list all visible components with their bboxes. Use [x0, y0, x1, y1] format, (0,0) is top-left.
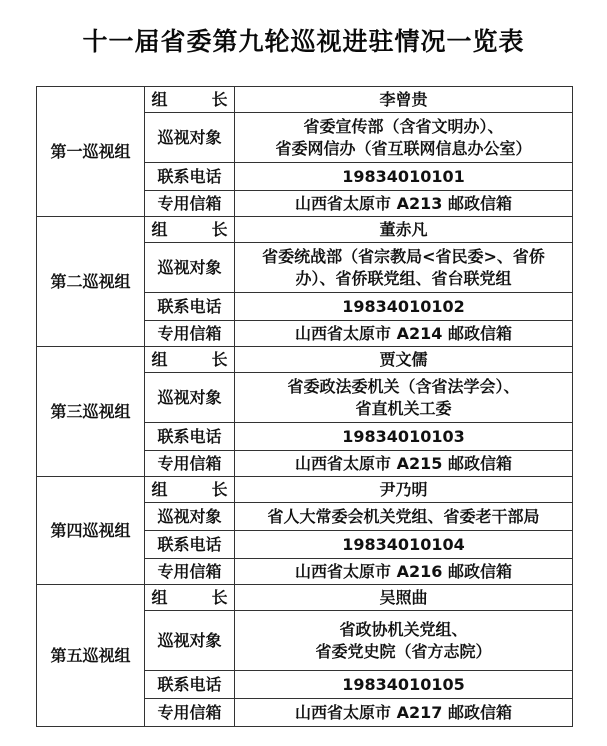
target-value: 省委政法委机关（含省法学会）、 省直机关工委 [235, 373, 573, 423]
target-value: 省政协机关党组、 省委党史院（省方志院） [235, 611, 573, 671]
table-row [37, 477, 573, 503]
leader-name: 董赤凡 [235, 217, 573, 243]
group-name: 第二巡视组 [37, 217, 145, 347]
phone-label: 联系电话 [145, 531, 235, 559]
phone-label: 联系电话 [145, 671, 235, 699]
target-value: 省委统战部（省宗教局<省民委>、省侨 办）、省侨联党组、省台联党组 [235, 243, 573, 293]
table-row [37, 585, 573, 611]
target-value: 省委宣传部（含省文明办）、 省委网信办（省互联网信息办公室） [235, 113, 573, 163]
table-row [37, 87, 573, 113]
group-name: 第四巡视组 [37, 477, 145, 585]
phone-label: 联系电话 [145, 293, 235, 321]
group-name: 第三巡视组 [37, 347, 145, 477]
table-row [37, 347, 573, 373]
leader-label: 组 长 [145, 217, 235, 243]
target-label: 巡视对象 [145, 113, 235, 163]
phone-label: 联系电话 [145, 423, 235, 451]
leader-label: 组 长 [145, 87, 235, 113]
leader-name: 贾文儒 [235, 347, 573, 373]
page-title: 十一届省委第九轮巡视进驻情况一览表 [82, 27, 525, 56]
phone-value: 19834010104 [235, 531, 573, 559]
mailbox-label: 专用信箱 [145, 451, 235, 477]
mailbox-value: 山西省太原市 A213 邮政信箱 [235, 191, 573, 217]
mailbox-value: 山西省太原市 A216 邮政信箱 [235, 559, 573, 585]
target-label: 巡视对象 [145, 611, 235, 671]
mailbox-value: 山西省太原市 A215 邮政信箱 [235, 451, 573, 477]
leader-label: 组 长 [145, 585, 235, 611]
leader-name: 李曾贵 [235, 87, 573, 113]
mailbox-label: 专用信箱 [145, 699, 235, 727]
group-name: 第五巡视组 [37, 585, 145, 727]
target-label: 巡视对象 [145, 373, 235, 423]
phone-value: 19834010101 [235, 163, 573, 191]
target-label: 巡视对象 [145, 503, 235, 531]
mailbox-label: 专用信箱 [145, 191, 235, 217]
phone-value: 19834010102 [235, 293, 573, 321]
target-value: 省人大常委会机关党组、省委老干部局 [235, 503, 573, 531]
inspection-table [36, 86, 573, 727]
phone-label: 联系电话 [145, 163, 235, 191]
phone-value: 19834010105 [235, 671, 573, 699]
group-name: 第一巡视组 [37, 87, 145, 217]
table-row [37, 217, 573, 243]
leader-label: 组 长 [145, 477, 235, 503]
mailbox-value: 山西省太原市 A214 邮政信箱 [235, 321, 573, 347]
mailbox-value: 山西省太原市 A217 邮政信箱 [235, 699, 573, 727]
target-label: 巡视对象 [145, 243, 235, 293]
leader-name: 尹乃明 [235, 477, 573, 503]
leader-name: 吴照曲 [235, 585, 573, 611]
mailbox-label: 专用信箱 [145, 321, 235, 347]
phone-value: 19834010103 [235, 423, 573, 451]
mailbox-label: 专用信箱 [145, 559, 235, 585]
leader-label: 组 长 [145, 347, 235, 373]
